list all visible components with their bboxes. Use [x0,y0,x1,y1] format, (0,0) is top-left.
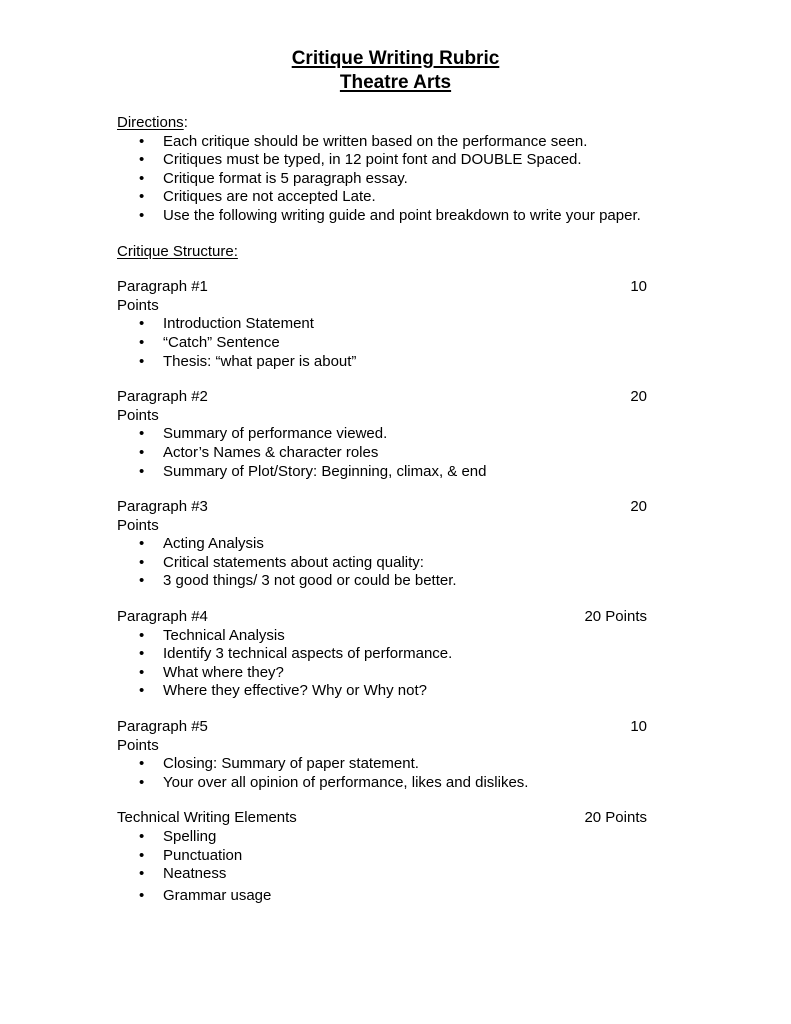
list-item [117,425,647,444]
list-item [117,572,647,591]
title-block [0,47,791,95]
section-points: 20 Points [584,608,647,626]
section-header [117,498,647,517]
section-points: 20 Points [584,809,647,827]
directions-heading [117,114,647,133]
list-item [117,188,647,207]
bullet-icon: • [139,352,145,370]
section-paragraph-5 [117,718,647,792]
list-item-text: Technical Analysis [163,626,285,644]
list-item-text: Summary of Plot/Story: Beginning, climax, & end [163,462,487,480]
section-header [117,718,647,737]
spacer [117,792,647,809]
section-list [117,425,647,481]
list-item-text: Neatness [163,865,227,883]
list-item [117,887,647,906]
list-item-text: Punctuation [163,846,243,864]
bullet-icon: • [139,315,145,333]
section-points-suffix: Points [117,516,159,534]
section-header [117,278,647,297]
spacer [117,226,647,243]
list-item [117,664,647,683]
list-item [117,170,647,189]
list-item-text: Thesis: “what paper is about” [163,352,357,370]
bullet-icon: • [139,645,145,663]
list-item-text: Introduction Statement [163,315,314,333]
bullet-icon: • [139,828,145,845]
list-item [117,151,647,170]
bullet-icon: • [139,663,145,681]
list-item [117,627,647,646]
section-paragraph-3 [117,498,647,591]
list-item [117,755,647,774]
section-heading: Paragraph #4 [117,608,208,626]
section-points-suffix: Points [117,736,159,754]
bullet-icon: • [139,572,145,590]
section-paragraph-1 [117,278,647,371]
bullet-icon: • [139,132,145,150]
bullet-icon: • [139,206,145,224]
section-list [117,315,647,371]
list-item [117,828,647,847]
list-item [117,463,647,482]
section-heading: Technical Writing Elements [117,809,297,827]
section-heading: Paragraph #2 [117,388,208,406]
section-points-suffix: Points [117,296,159,314]
list-item-text: Your over all opinion of performance, likes and dislikes. [163,773,529,791]
directions-list [117,133,647,226]
spacer [117,481,647,498]
list-item-text: Critiques are not accepted Late. [163,188,376,206]
list-item [117,554,647,573]
bullet-icon: • [139,865,145,883]
list-item-text: Summary of performance viewed. [163,425,388,443]
section-points-suffix: Points [117,406,159,424]
section-points: 10 [630,718,647,736]
bullet-icon: • [139,553,145,571]
spacer [117,591,647,608]
section-heading: Paragraph #5 [117,718,208,736]
bullet-icon: • [139,151,145,169]
list-item-text: Critiques must be typed, in 12 point font and DOUBLE Spaced. [163,151,582,169]
directions-label: Directions [117,114,184,131]
spacer [117,261,647,278]
section-list [117,755,647,792]
list-item [117,847,647,866]
list-item [117,207,647,226]
list-item-text: Each critique should be written based on the performance seen. [163,132,588,150]
spacer [117,701,647,718]
bullet-icon: • [139,462,145,480]
section-list [117,627,647,701]
list-item [117,334,647,353]
bullet-icon: • [139,773,145,791]
section-heading: Paragraph #1 [117,278,208,296]
list-item-text: What where they? [163,663,284,681]
list-item [117,774,647,793]
list-item [117,133,647,152]
list-item [117,444,647,463]
list-item-text: 3 good things/ 3 not good or could be better. [163,572,457,590]
list-item-text: Actor’s Names & character roles [163,443,379,461]
list-item [117,865,647,884]
bullet-icon: • [139,626,145,644]
bullet-icon: • [139,886,145,904]
list-item-text: Identify 3 technical aspects of performance. [163,645,453,663]
bullet-icon: • [139,443,145,461]
list-item-text: Critique format is 5 paragraph essay. [163,169,408,187]
directions-colon: : [183,114,188,131]
bullet-icon: • [139,169,145,187]
section-list [117,828,647,905]
bullet-icon: • [139,425,145,443]
section-list [117,535,647,591]
list-item-text: Acting Analysis [163,535,264,553]
list-item-text: Critical statements about acting quality: [163,553,424,571]
section-header [117,388,647,407]
list-item [117,682,647,701]
bullet-icon: • [139,846,145,864]
bullet-icon: • [139,755,145,773]
list-item [117,315,647,334]
section-header [117,608,647,627]
list-item-text: Spelling [163,828,217,845]
section-paragraph-2 [117,388,647,481]
bullet-icon: • [139,188,145,206]
list-item-text: Closing: Summary of paper statement. [163,755,419,773]
spacer [117,371,647,388]
list-item [117,645,647,664]
list-item-text: “Catch” Sentence [163,333,280,351]
document-body [117,114,647,905]
list-item-text: Grammar usage [163,886,272,904]
document-subtitle: Theatre Arts [339,72,452,93]
list-item-text: Use the following writing guide and point breakdown to write your paper. [163,206,641,224]
bullet-icon: • [139,535,145,553]
structure-label: Critique Structure: [117,242,238,260]
list-item-text: Where they effective? Why or Why not? [163,682,428,700]
list-item [117,353,647,372]
structure-heading [117,243,647,262]
section-header [117,809,647,828]
bullet-icon: • [139,682,145,700]
section-paragraph-4 [117,608,647,701]
bullet-icon: • [139,333,145,351]
section-points: 10 [630,278,647,296]
document-title: Critique Writing Rubric [291,48,500,69]
section-technical-writing [117,809,647,905]
section-heading: Paragraph #3 [117,498,208,516]
list-item [117,535,647,554]
section-points: 20 [630,498,647,516]
section-points: 20 [630,388,647,406]
